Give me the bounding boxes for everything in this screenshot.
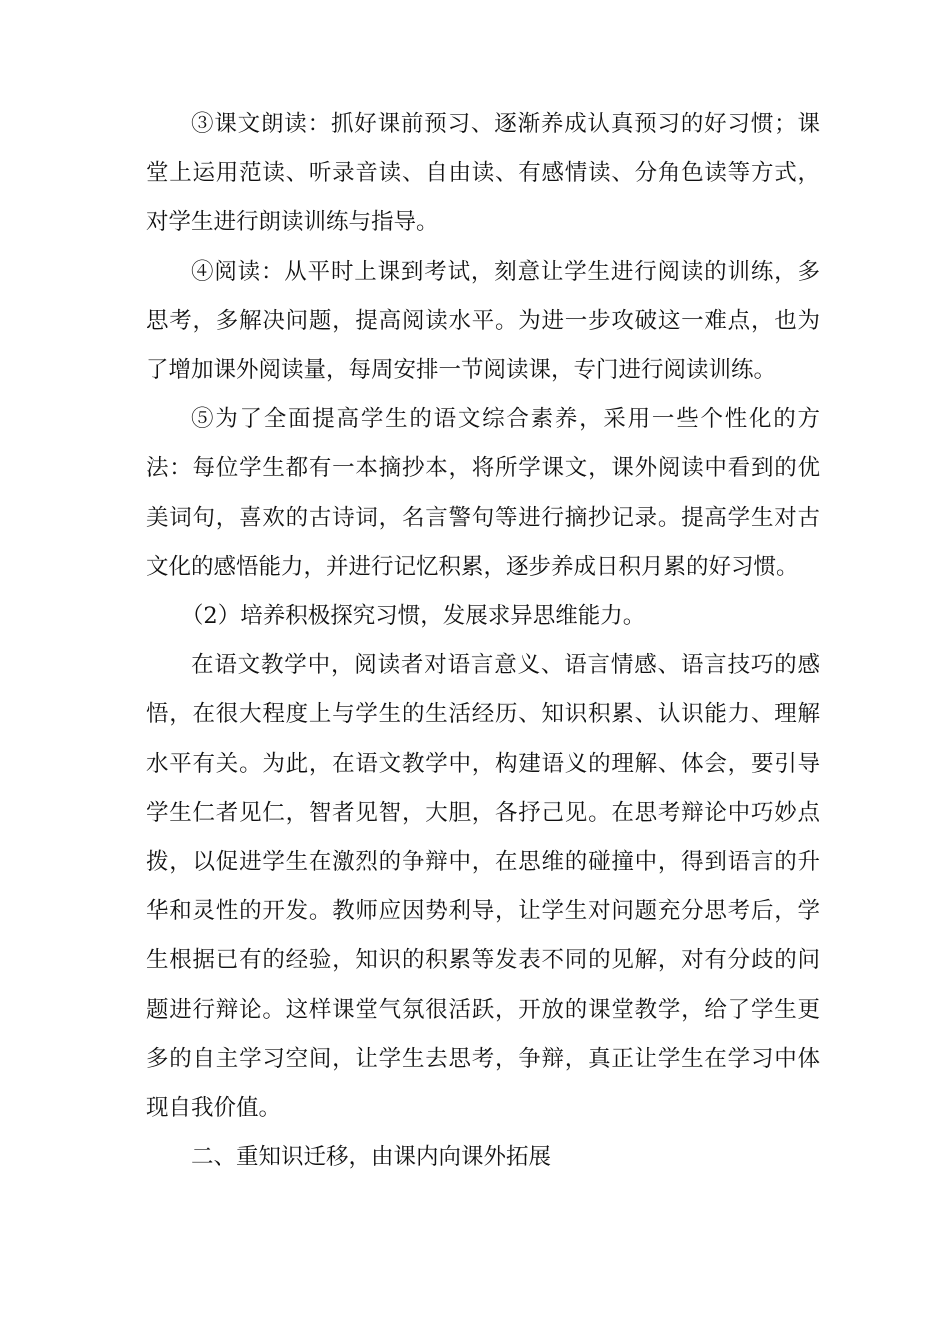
paragraph-reading: ④阅读：从平时上课到考试，刻意让学生进行阅读的训练，多思考，多解决问题，提高阅读水平。为进一步攻破这一难点，也为了增加课外阅读量，每周安排一节阅读课，专门进行阅读训练。 <box>146 258 820 384</box>
paragraph-language-teaching: 在语文教学中，阅读者对语言意义、语言情感、语言技巧的感悟，在很大程度上与学生的生活经历、知识积累、认识能力、理解水平有关。为此，在语文教学中，构建语义的理解、体会，要引导学生仁者见仁，智者见智，大胆，各抒己见。在思考辩论中巧妙点拨，以促进学生在激烈的争辩中，在思维的碰撞中，得到语言的升华和灵性的开发。教师应因势利导，让学生对问题充分思考后，学生根据已有的经验，知识的积累等发表不同的见解，对有分歧的问题进行辩论。这样课堂气氛很活跃，开放的课堂教学，给了学生更多的自主学习空间，让学生去思考，争辩，真正让学生在学习中体现自我价值。 <box>146 652 820 1122</box>
paragraph-excerpt-notebook: ⑤为了全面提高学生的语文综合素养，采用一些个性化的方法：每位学生都有一本摘抄本，将所学课文，课外阅读中看到的优美词句，喜欢的古诗词，名言警句等进行摘抄记录。提高学生对古文化的感悟能力，并进行记忆积累，逐步养成日积月累的好习惯。 <box>146 406 820 580</box>
paragraph-reading-aloud: ③课文朗读：抓好课前预习、逐渐养成认真预习的好习惯；课堂上运用范读、听录音读、自由读、有感情读、分角色读等方式，对学生进行朗读训练与指导。 <box>146 111 820 236</box>
document-body <box>146 100 820 1182</box>
section-heading-knowledge-transfer: 二、重知识迁移，由课内向课外拓展 <box>191 1144 552 1171</box>
paragraph-subheading-exploration: （2）培养积极探究习惯，发展求异思维能力。 <box>180 603 646 630</box>
